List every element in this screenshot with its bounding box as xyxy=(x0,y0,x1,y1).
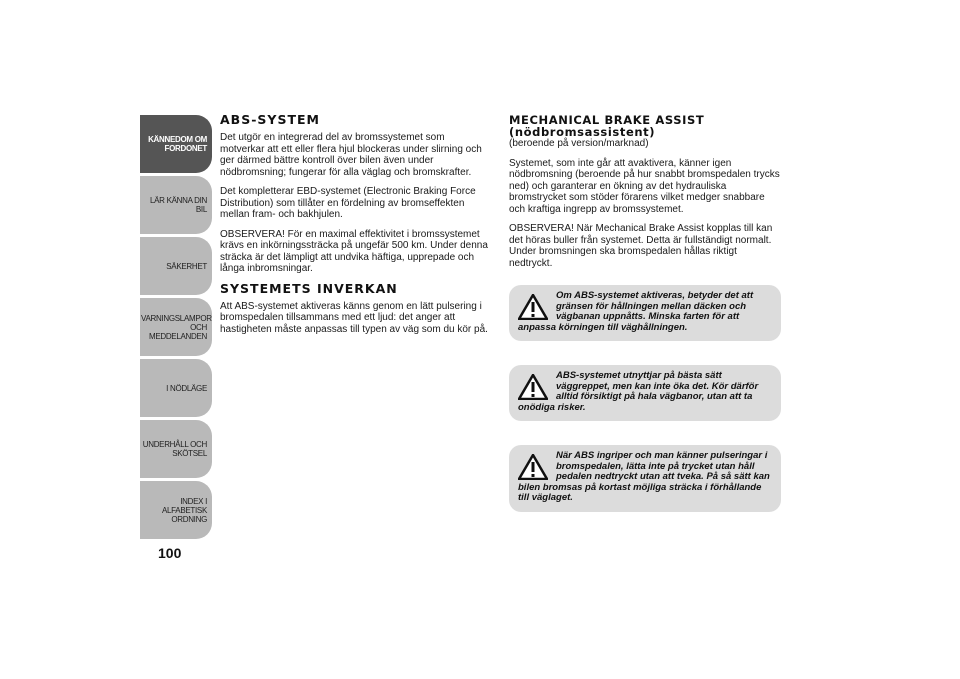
warning-text: När ABS ingriper och man känner pulseringar i bromspedalen, lätta inte på trycket utan håll pedalen nedtryckt utan att tveka. På så sätt kan bilen bromsas på kortast möjliga sträcka i förhållande till väglaget. xyxy=(518,450,770,503)
tab-lar-kanna-din-bil[interactable] xyxy=(140,176,212,234)
tab-label: SÄKERHET xyxy=(166,261,207,271)
warning-triangle-icon xyxy=(518,454,548,480)
tab-label: UNDERHÅLL OCH SKÖTSEL xyxy=(142,440,207,458)
tab-index[interactable] xyxy=(140,481,212,539)
mba-paragraph-1: Systemet, som inte går att avaktivera, känner igen nödbromsning (beroende på hur snabbt bromspedalen trycks ned) och garanterar en ökning av det hydrauliska bromstrycket som stöder förarens vilket medger snabbare och kraftiga ingrepp av bromssystemet. xyxy=(509,157,780,215)
abs-paragraph-3: OBSERVERA! För en maximal effektivitet i bromssystemet krävs en inkörningssträcka på ungefär 500 km. Under denna sträcka är det lämpligt att undvika häftiga, upprepade och långa inbromsningar. xyxy=(220,228,488,274)
abs-paragraph-1: Det utgör en integrerad del av bromssystemet som motverkar att ett eller flera hjul blockeras under slirning och ger därmed bättre kontroll över bilen även under nödbromsning; fungerar för alla väglag och bromskrafter. xyxy=(220,132,482,178)
mba-heading: MECHANICAL BRAKE ASSIST (nödbromsassistent) xyxy=(509,113,705,139)
tab-label: KÄNNEDOM OM FORDONET xyxy=(148,135,207,153)
warning-text: Om ABS-systemet aktiveras, betyder det att gränsen för hållningen mellan däcken och vägbanan uppnåtts. Minska farten för att anpassa körningen till väghållningen. xyxy=(518,290,754,333)
tab-label: LÄR KÄNNA DIN BIL xyxy=(149,196,207,214)
tab-underhall-och-skotsel[interactable] xyxy=(140,420,212,478)
warning-box-2 xyxy=(509,365,781,421)
warning-triangle-icon xyxy=(518,294,548,320)
abs-heading: ABS-SYSTEM xyxy=(220,112,320,127)
right-column xyxy=(509,114,781,536)
tab-i-nodlage[interactable] xyxy=(140,359,212,417)
warning-text: ABS-systemet utnyttjar på bästa sätt väggreppet, men kan inte öka det. Kör därför alltid försiktigt på hala vägbanor, utan att ta onödiga risker. xyxy=(518,370,759,413)
systemets-inverkan-heading: SYSTEMETS INVERKAN xyxy=(220,280,398,296)
inverkan-paragraph: Att ABS-systemet aktiveras känns genom en lätt pulsering i bromspedalen tillsammans med ett ljud: det anger att hastigheten måste anpassas till typen av väg som du kör på. xyxy=(220,300,488,335)
tab-varningslampor[interactable] xyxy=(140,298,212,356)
tab-kannedom-om-fordonet[interactable] xyxy=(140,115,212,173)
warning-box-3 xyxy=(509,445,781,512)
tab-label: INDEX I ALFABETISK ORDNING xyxy=(161,496,207,524)
warning-triangle-icon xyxy=(518,374,548,400)
tab-sakerhet[interactable] xyxy=(140,237,212,295)
page-number: 100 xyxy=(158,545,182,561)
left-column xyxy=(220,114,488,343)
tab-label: VARNINGSLAMPOR OCH MEDDELANDEN xyxy=(141,313,212,341)
mba-subheading: (beroende på version/marknad) xyxy=(509,138,649,149)
mba-paragraph-2: OBSERVERA! När Mechanical Brake Assist kopplas till kan det höras buller från systemet. Detta är fullständigt normalt. Under bromsningen ska bromspedalen hållas riktigt nedtryckt. xyxy=(509,223,773,269)
chapter-tabs xyxy=(140,115,212,542)
abs-paragraph-2: Det kompletterar EBD-systemet (Electronic Braking Force Distribution) som tillåter en fördelning av bromseffekten mellan fram- och bakhjulen. xyxy=(220,186,476,220)
warning-box-1 xyxy=(509,285,781,341)
tab-label: I NÖDLÄGE xyxy=(166,383,207,393)
